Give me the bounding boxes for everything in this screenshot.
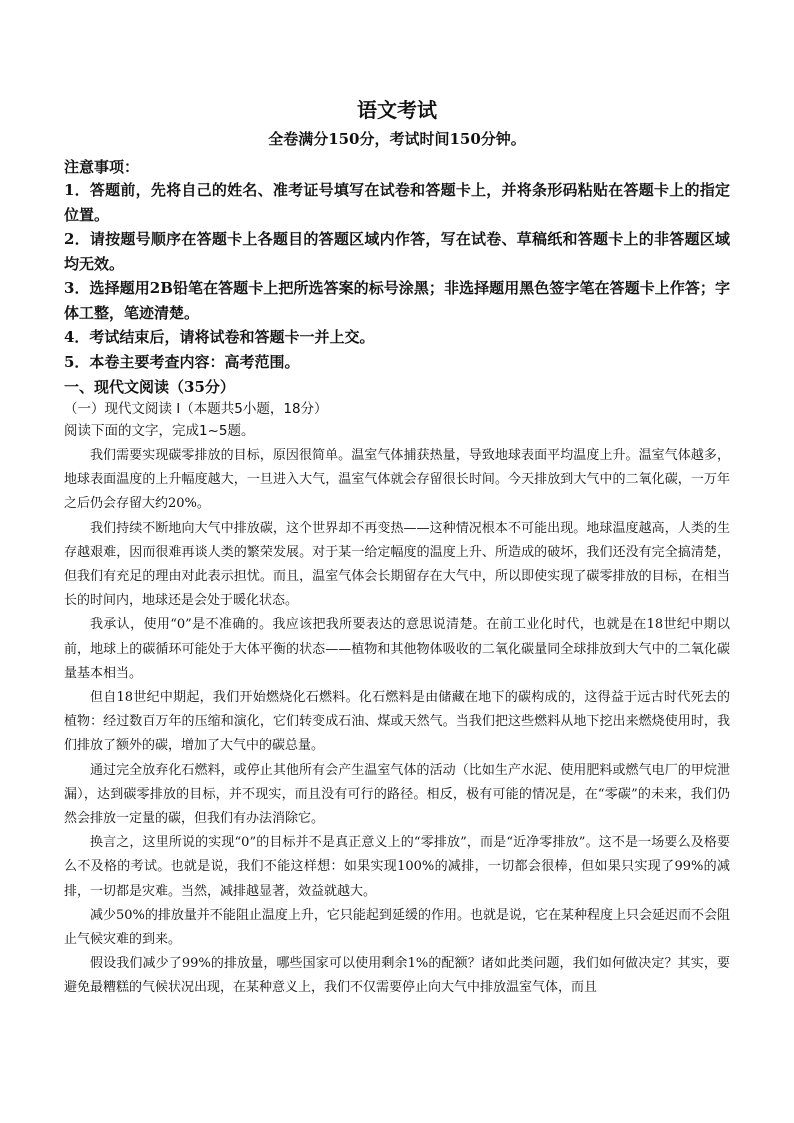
- article-paragraph: 我们需要实现碳零排放的目标，原因很简单。温室气体捕获热量，导致地球表面平均温度上升。温室气体越多，地球表面温度的上升幅度越大，一旦进入大气，温室气体就会存留很长时间。今天排放到大气中的二氧化碳，一万年之后仍会存留大约20%。: [64, 448, 730, 512]
- notice-item-5: 5．本卷主要考查内容：高考范围。: [64, 352, 300, 371]
- notice-item-3: 3．选择题用2B铅笔在答题卡上把所选答案的标号涂黑；非选择题用黑色签字笔在答题卡上作答；字体工整，笔迹清楚。: [64, 279, 730, 322]
- page-subtitle: 全卷满分150分，考试时间150分钟。: [268, 130, 526, 148]
- article-paragraph: 我承认，使用“0”是不准确的。我应该把我所要表达的意思说清楚。在前工业化时代，也就是在18世纪中期以前，地球上的碳循环可能处于大体平衡的状态——植物和其他物体吸收的二氧化碳量同全球排放到大气中的二氧化碳量基本相当。: [64, 617, 730, 681]
- notice-heading: 注意事项：: [64, 158, 140, 176]
- notice-item-4: 4．考试结束后，请将试卷和答题卡一并上交。: [64, 328, 375, 346]
- article-paragraph: 通过完全放弃化石燃料，或停止其他所有会产生温室气体的活动（比如生产水泥、使用肥料或燃气电厂的甲烷泄漏），达到碳零排放的目标，并不现实，而且没有可行的路径。相反，极有可能的情况是，在“零碳”的未来，我们仍然会排放一定量的碳，但我们有办法消除它。: [64, 762, 730, 827]
- article-paragraph: 换言之，这里所说的实现“0”的目标并不是真正意义上的“零排放”，而是“近净零排放”。这不是一场要么及格要么不及格的考试。也就是说，我们不能这样想：如果实现100%的减排，一切都会很棒，但如果只实现了99%的减排，一切都是灾难。当然，减排越显著，效益就越大。: [64, 835, 730, 899]
- reading-instruction: 阅读下面的文字，完成1~5题。: [64, 423, 255, 439]
- article-paragraph: 假设我们减少了99%的排放量，哪些国家可以使用剩余1%的配额？诸如此类问题，我们如何做决定？其实，要避免最糟糕的气候状况出现，在某种意义上，我们不仅需要停止向大气中排放温室气体，而且: [64, 956, 730, 996]
- notice-item-1: 1．答题前，先将自己的姓名、准考证号填写在试卷和答题卡上，并将条形码粘贴在答题卡上的指定位置。: [64, 181, 730, 224]
- subsection-heading: （一）现代文阅读 I（本题共5小题，18分）: [64, 401, 328, 417]
- article-paragraph: 但自18世纪中期起，我们开始燃烧化石燃料。化石燃料是由储藏在地下的碳构成的，这得益于远古时代死去的植物：经过数百万年的压缩和演化，它们转变成石油、煤或天然气。当我们把这些燃料从地下挖出来燃烧使用时，我们排放了额外的碳，增加了大气中的碳总量。: [64, 690, 730, 754]
- article-paragraph: 减少50%的排放量并不能阻止温度上升，它只能起到延缓的作用。也就是说，它在某种程度上只会延迟而不会阻止气候灾难的到来。: [64, 907, 730, 948]
- notice-item-2: 2．请按题号顺序在答题卡上各题目的答题区域内作答，写在试卷、草稿纸和答题卡上的非答题区域均无效。: [64, 230, 730, 273]
- section-heading: 一、现代文阅读（35分）: [64, 378, 235, 396]
- page-title: 语文考试: [357, 98, 437, 122]
- article-paragraph: 我们持续不断地向大气中排放碳，这个世界却不再变热——这种情况根本不可能出现。地球温度越高，人类的生存越艰难，因而很难再谈人类的繁荣发展。对于某一给定幅度的温度上升、所造成的破坏，我们还没有完全搞清楚，但我们有充足的理由对此表示担忧。而且，温室气体会长期留存在大气中，所以即使实现了碳零排放的目标，在相当长的时间内，地球还是会处于暖化状态。: [64, 520, 730, 609]
- exam-page: [64, 96, 730, 1001]
